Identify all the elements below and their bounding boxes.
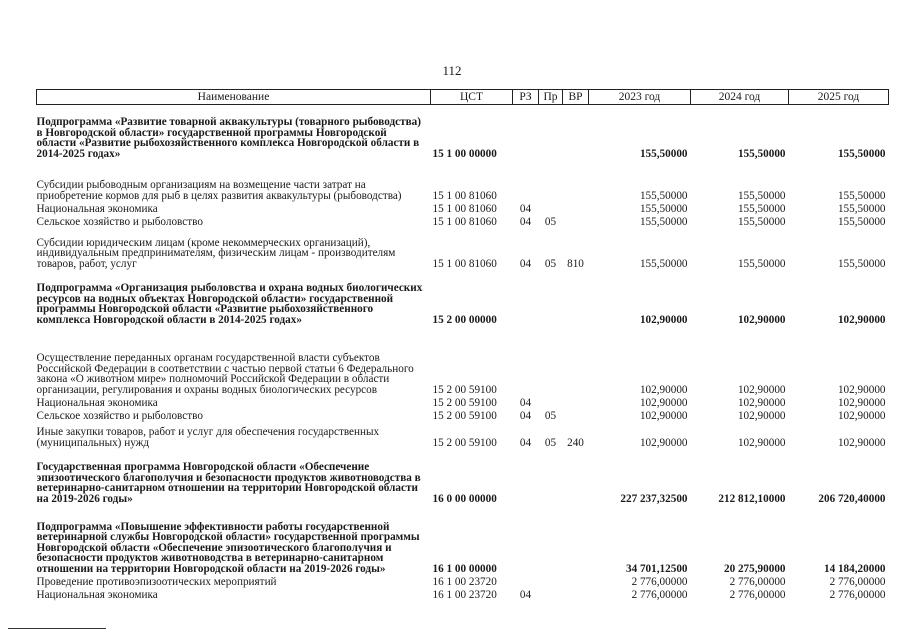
cell-rz: 04 — [519, 257, 532, 270]
cell-cst: 15 1 00 81060 — [432, 202, 497, 215]
header-rz: РЗ — [513, 90, 539, 105]
cell-vr — [563, 202, 589, 215]
cell-cst: 16 1 00 23720 — [432, 575, 497, 588]
cell-cst: 15 1 00 81060 — [432, 189, 497, 202]
cell-2024: 155,50000 — [737, 189, 786, 202]
cell-2023: 2 776,00000 — [631, 588, 688, 601]
cell-name: Проведение противоэпизоотических мероприятий — [36, 575, 277, 588]
cell-rz: 04 — [519, 215, 532, 228]
cell-2025: 155,50000 — [837, 189, 886, 202]
cell-vr — [563, 160, 589, 202]
cell-2025: 102,90000 — [837, 313, 886, 326]
cell-name: Национальная экономика — [36, 588, 158, 601]
cell-2024: 102,90000 — [737, 313, 786, 326]
table-row — [37, 105, 889, 160]
cell-cst: 15 2 00 00000 — [432, 313, 497, 326]
cell-rz — [513, 160, 539, 202]
cell-rz: 04 — [519, 202, 532, 215]
cell-2024: 20 275,90000 — [723, 562, 786, 575]
cell-name: Национальная экономика — [36, 202, 158, 215]
cell-name: Государственная программа Новгородской области «Обеспечение эпизоотического благополучия и безопасности продуктов животноводства в ветеринарно-санитарном отношении на территории Новгородской области на 2019-2026 годы» — [36, 461, 421, 505]
cell-pr: 05 — [544, 257, 557, 270]
cell-2023: 155,50000 — [639, 189, 688, 202]
cell-cst: 15 2 00 59100 — [432, 436, 497, 449]
header-2024: 2024 год — [691, 90, 789, 105]
cell-rz — [513, 270, 539, 326]
header-cst: ЦСТ — [431, 90, 513, 105]
cell-cst: 15 2 00 59100 — [432, 409, 497, 422]
cell-2025: 155,50000 — [837, 215, 886, 228]
cell-2023: 102,90000 — [639, 383, 688, 396]
cell-2023: 102,90000 — [639, 409, 688, 422]
cell-2024: 155,50000 — [737, 202, 786, 215]
cell-rz — [513, 326, 539, 396]
cell-pr — [539, 449, 563, 505]
cell-cst: 15 1 00 00000 — [432, 147, 497, 160]
header-pr: Пр — [539, 90, 563, 105]
table-row — [37, 228, 889, 270]
cell-rz — [513, 449, 539, 505]
cell-pr — [539, 588, 563, 601]
cell-vr — [563, 105, 589, 160]
cell-pr — [539, 575, 563, 588]
cell-2025: 102,90000 — [837, 396, 886, 409]
cell-name: Субсидии рыбоводным организациям на возмещение части затрат на приобретение кормов для рыб в целях развития аквакультуры (рыбоводства) — [36, 179, 402, 202]
cell-vr — [563, 326, 589, 396]
table-body — [37, 105, 889, 601]
cell-2023: 102,90000 — [639, 436, 688, 449]
cell-name: Национальная экономика — [36, 396, 158, 409]
cell-2024: 212 812,10000 — [718, 492, 786, 505]
cell-name: Осуществление переданных органам государственной власти субъектов Российской Федерации в соответствии с частью первой статьи 6 Федерального закона «О животном мире» полномочий Российской Федерации в области организации, регулирования и охраны водных биологических ресурсов — [36, 352, 414, 396]
header-vr: ВР — [563, 90, 589, 105]
cell-2024: 2 776,00000 — [729, 588, 786, 601]
cell-2024: 102,90000 — [737, 409, 786, 422]
cell-pr — [539, 105, 563, 160]
cell-name: Подпрограмма «Повышение эффективности работы государственной ветеринарной службы Новгородской области» государственной программы Новгородской области «Обеспечение эпизоотического благополучия и безопасности продуктов животноводства в ветеринарно-санитарном отношении на территории Новгородской области на 2019-2026 годы» — [36, 520, 420, 575]
cell-cst: 15 1 00 81060 — [432, 215, 497, 228]
cell-2023: 227 237,32500 — [620, 492, 688, 505]
cell-name: Подпрограмма «Развитие товарной аквакультуры (товарного рыбоводства) в Новгородской области» государственной программы Новгородской области «Развитие рыбохозяйственного комплекса Новгородской области в 2014-2025 годах» — [36, 116, 422, 160]
cell-2025: 102,90000 — [837, 383, 886, 396]
cell-2024: 155,50000 — [737, 215, 786, 228]
cell-pr — [539, 270, 563, 326]
cell-vr — [563, 505, 589, 575]
cell-2023: 102,90000 — [639, 313, 688, 326]
cell-name: Сельское хозяйство и рыболовство — [36, 409, 203, 422]
cell-pr — [539, 202, 563, 215]
cell-2024: 102,90000 — [737, 396, 786, 409]
cell-2025: 155,50000 — [837, 257, 886, 270]
cell-pr — [539, 160, 563, 202]
footnote-separator — [8, 628, 106, 629]
cell-2023: 102,90000 — [639, 396, 688, 409]
header-2023: 2023 год — [589, 90, 691, 105]
cell-pr — [539, 326, 563, 396]
cell-vr: 240 — [567, 436, 584, 449]
cell-2023: 155,50000 — [639, 147, 688, 160]
cell-rz — [513, 505, 539, 575]
budget-table — [36, 89, 889, 601]
cell-2023: 34 701,12500 — [625, 562, 688, 575]
cell-vr: 810 — [567, 257, 584, 270]
cell-2024: 102,90000 — [737, 436, 786, 449]
cell-cst: 16 1 00 23720 — [432, 588, 497, 601]
table-row — [37, 505, 889, 575]
cell-pr: 05 — [544, 215, 557, 228]
cell-2025: 102,90000 — [837, 436, 886, 449]
table-row — [37, 160, 889, 202]
cell-2024: 155,50000 — [737, 147, 786, 160]
table-row — [37, 202, 889, 215]
header-row — [37, 90, 889, 105]
cell-name: Субсидии юридическим лицам (кроме некоммерческих организаций), индивидуальным предпринимателям, физическим лицам - производителям товаров, работ, услуг — [36, 236, 396, 270]
cell-cst: 16 1 00 00000 — [432, 562, 497, 575]
cell-vr — [563, 270, 589, 326]
cell-2024: 102,90000 — [737, 383, 786, 396]
cell-rz — [513, 105, 539, 160]
cell-2023: 155,50000 — [639, 257, 688, 270]
cell-rz: 04 — [519, 396, 532, 409]
cell-rz: 04 — [519, 588, 532, 601]
cell-2023: 2 776,00000 — [631, 575, 688, 588]
cell-rz: 04 — [519, 409, 532, 422]
cell-name: Сельское хозяйство и рыболовство — [36, 215, 203, 228]
cell-2025: 206 720,40000 — [818, 492, 886, 505]
cell-pr: 05 — [544, 436, 557, 449]
table-row — [37, 588, 889, 601]
cell-vr — [563, 575, 589, 588]
cell-vr — [563, 396, 589, 409]
cell-cst: 16 0 00 00000 — [432, 492, 497, 505]
cell-cst: 15 2 00 59100 — [432, 383, 497, 396]
cell-vr — [563, 449, 589, 505]
cell-2024: 155,50000 — [737, 257, 786, 270]
cell-vr — [563, 588, 589, 601]
table-row — [37, 326, 889, 396]
cell-2023: 155,50000 — [639, 202, 688, 215]
table-row — [37, 409, 889, 422]
cell-name: Подпрограмма «Организация рыболовства и охрана водных биологических ресурсов на водных объектах Новгородской области» государственной программы Новгородской области «Развитие рыбохозяйственного комплекса Новгородской области в 2014-2025 годах» — [36, 282, 423, 326]
page-number: 112 — [442, 63, 462, 78]
cell-2024: 2 776,00000 — [729, 575, 786, 588]
table-row — [37, 449, 889, 505]
cell-2023: 155,50000 — [639, 215, 688, 228]
cell-2025: 102,90000 — [837, 409, 886, 422]
table-row — [37, 215, 889, 228]
cell-cst: 15 2 00 59100 — [432, 396, 497, 409]
cell-pr — [539, 505, 563, 575]
table-row — [37, 396, 889, 409]
cell-pr — [539, 396, 563, 409]
cell-2025: 155,50000 — [837, 147, 886, 160]
cell-2025: 155,50000 — [837, 202, 886, 215]
cell-2025: 14 184,20000 — [823, 562, 886, 575]
cell-vr — [563, 215, 589, 228]
cell-name: Иные закупки товаров, работ и услуг для обеспечения государственных (муниципальных) нужд — [36, 426, 380, 449]
table-row — [37, 270, 889, 326]
table-row — [37, 422, 889, 449]
table-row — [37, 575, 889, 588]
cell-vr — [563, 409, 589, 422]
cell-2025: 2 776,00000 — [829, 588, 886, 601]
header-2025: 2025 год — [789, 90, 889, 105]
cell-2025: 2 776,00000 — [829, 575, 886, 588]
cell-rz — [513, 575, 539, 588]
cell-pr: 05 — [544, 409, 557, 422]
header-name: Наименование — [37, 90, 431, 105]
cell-rz: 04 — [519, 436, 532, 449]
cell-cst: 15 1 00 81060 — [432, 257, 497, 270]
